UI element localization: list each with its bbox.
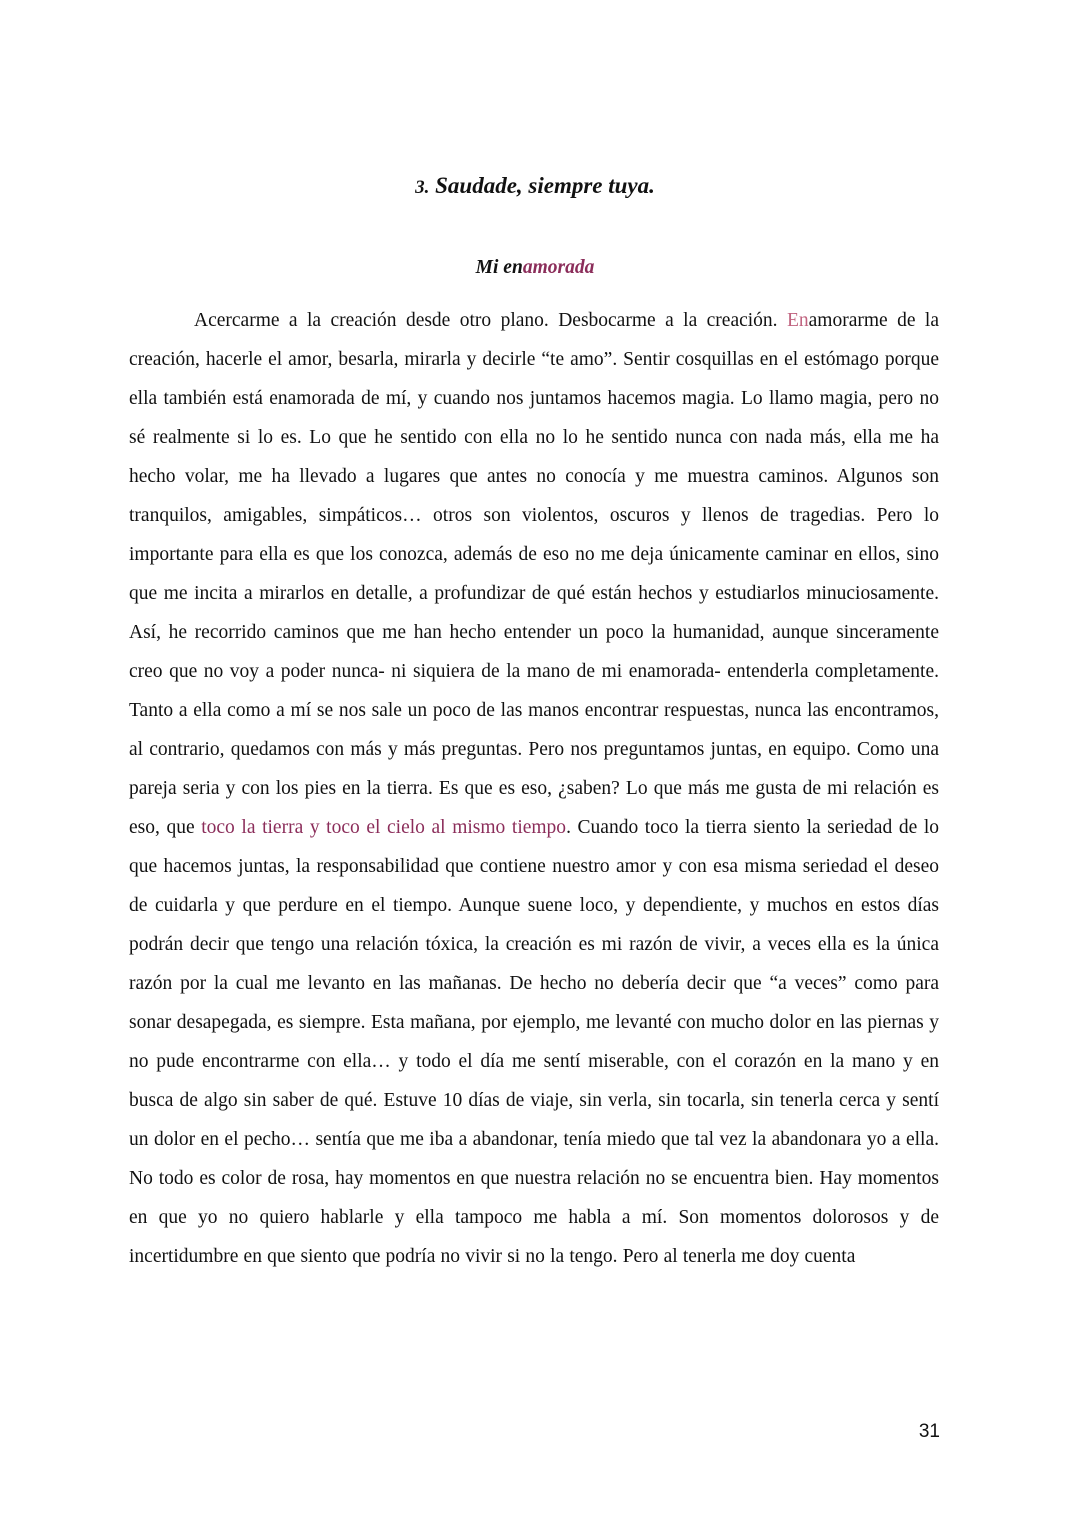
body-highlight-phrase: toco la tierra y toco el cielo al mismo tiempo	[201, 817, 567, 838]
chapter-number: 3.	[415, 177, 430, 198]
page-number: 31	[918, 1421, 940, 1442]
section-title	[0, 254, 1070, 282]
section-title-accent: amorada	[522, 257, 595, 278]
chapter-title-text: Saudade, siempre tuya.	[435, 173, 655, 198]
body-paragraph	[129, 301, 939, 1276]
chapter-title	[0, 170, 1070, 204]
body-text-segment-3: . Cuando toco la tierra siento la seriedad de lo que hacemos juntas, la responsabilidad que contiene nuestro amor y con esa misma seriedad el deseo de cuidarla y que perdure en el tiempo. Aunque suene loco, y dependiente, y muchos en estos días podrán decir que tengo una relación tóxica, la creación es mi razón de vivir, a veces ella es la única razón por la cual me levanto en las mañanas. De hecho no debería decir que “a veces” como para sonar desapegada, es siempre. Esta mañana, por ejemplo, me levanté con mucho dolor en las piernas y no pude encontrarme con ella… y todo el día me sentí miserable, con el corazón en la mano y en busca de algo sin saber de qué. Estuve 10 días de viaje, sin verla, sin tocarla, sin tenerla cerca y sentí un dolor en el pecho… sentía que me iba a abandonar, tenía miedo que tal vez la abandonara yo a ella. No todo es color de rosa, hay momentos en que nuestra relación no se encuentra bien. Hay momentos en que yo no quiero hablarle y ella tampoco me habla a mí. Son momentos dolorosos y de incertidumbre en que siento que podría no vivir si no la tengo. Pero al tenerla me doy cuenta	[129, 817, 939, 1267]
section-title-prefix: Mi en	[475, 257, 523, 278]
body-text-segment-2: amorarme de la creación, hacerle el amor, besarla, mirarla y decirle “te amo”. Sentir cosquillas en el estómago porque ella también está enamorada de mí, y cuando nos juntamos hacemos magia. Lo llamo magia, pero no sé realmente si lo es. Lo que he sentido con ella no lo he sentido nunca con nada más, ella me ha hecho volar, me ha llevado a lugares que antes no conocía y me muestra caminos. Algunos son tranquilos, amigables, simpáticos… otros son violentos, oscuros y llenos de tragedias. Pero lo importante para ella es que los conozca, además de eso no me deja únicamente caminar en ellos, sino que me incita a mirarlos en detalle, a profundizar de qué están hechos y estudiarlos minuciosamente. Así, he recorrido caminos que me han hecho entender un poco la humanidad, aunque sinceramente creo que no voy a poder nunca- ni siquiera de la mano de mi enamorada- entenderla completamente. Tanto a ella como a mí se nos sale un poco de las manos encontrar respuestas, nunca las encontramos, al contrario, quedamos con más y más preguntas. Pero nos preguntamos juntas, en equipo. Como una pareja seria y con los pies en la tierra. Es que es eso, ¿saben? Lo que más me gusta de mi relación es eso, que	[129, 310, 939, 838]
body-text-segment-1: Acercarme a la creación desde otro plano. Desbocarme a la creación.	[194, 310, 787, 331]
body-highlight-en: En	[786, 310, 809, 331]
